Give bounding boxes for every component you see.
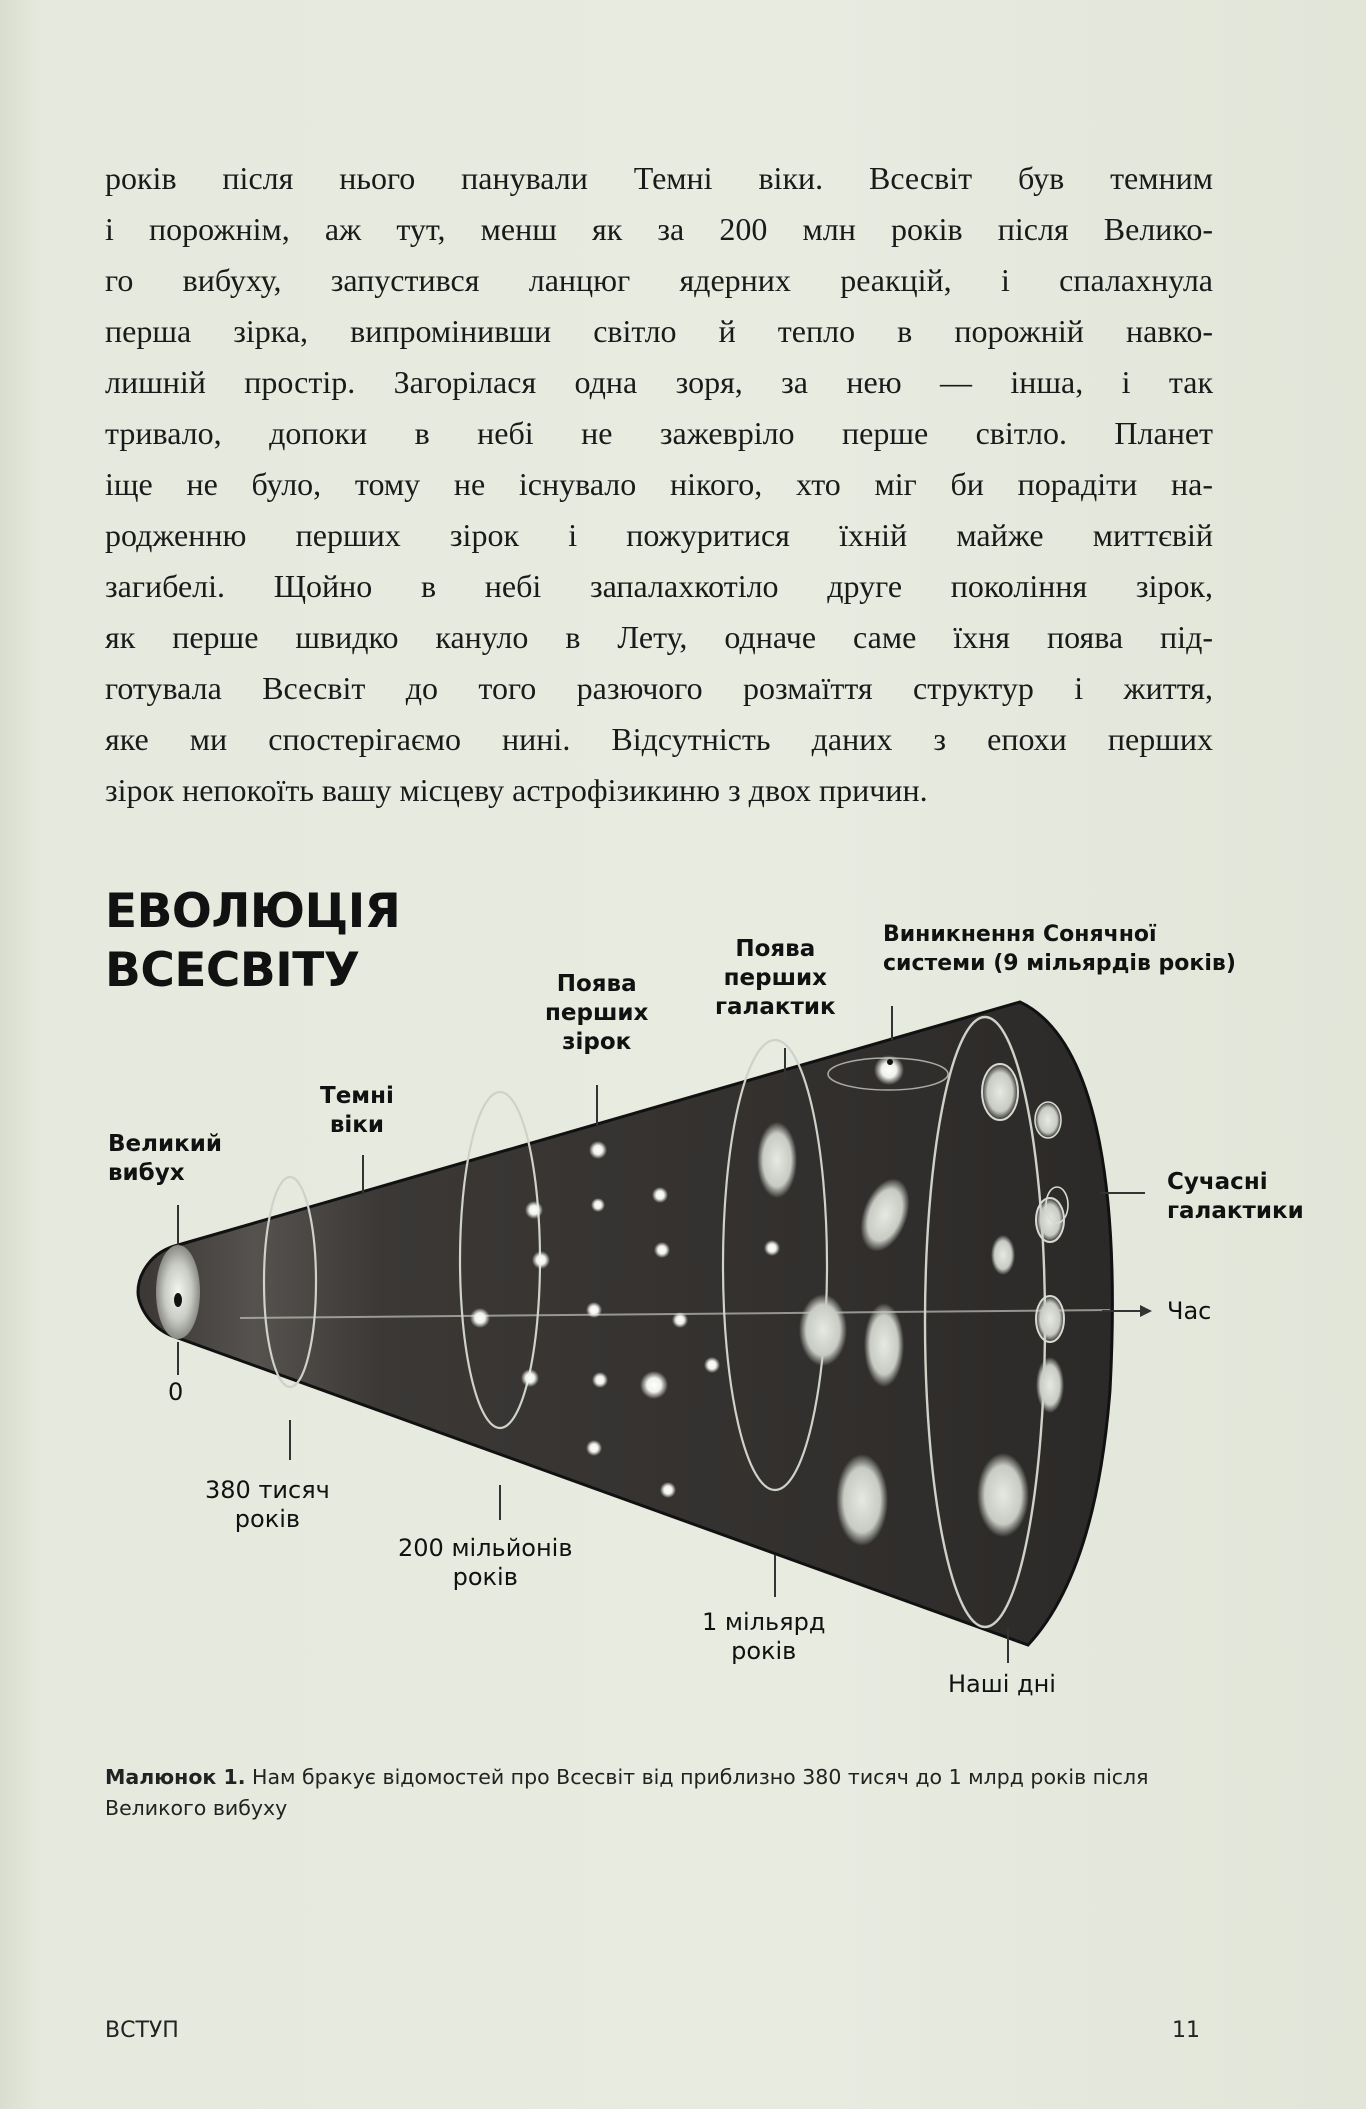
label-line: 380 тисяч	[205, 1476, 330, 1504]
text-line: перша зірка, випромінивши світло й тепло в порожній навко-	[105, 313, 1213, 349]
text-line: зірок непокоїть вашу місцеву астрофізикиню з двох причин.	[105, 772, 928, 808]
label-line: галактики	[1167, 1198, 1304, 1224]
big-bang-core	[174, 1293, 182, 1307]
star	[586, 1302, 602, 1318]
solar-system-dot	[887, 1059, 893, 1065]
galaxy	[991, 1235, 1015, 1275]
caption-figure-label: Малюнок 1.	[105, 1765, 246, 1789]
galaxy	[1035, 1102, 1061, 1138]
page-number: 11	[1172, 2018, 1200, 2043]
label-line: перших	[723, 965, 827, 991]
star	[521, 1369, 539, 1387]
text-line: років після нього панували Темні віки. Всесвіт був темним	[105, 160, 1213, 196]
label-line: Виникнення Сонячної	[883, 922, 1157, 947]
galaxy	[864, 1303, 904, 1387]
text-line: іще не було, тому не існувало нікого, хто міг би порадіти на-	[105, 466, 1213, 502]
label-line: 1 мільярд	[702, 1608, 826, 1636]
label-line: віки	[329, 1112, 385, 1138]
label-zero	[168, 1378, 183, 1407]
figure-title-line: ЕВОЛЮЦІЯ	[105, 884, 401, 939]
label-today	[948, 1670, 1056, 1699]
label-line: років	[452, 1563, 518, 1591]
text-line: лишній простір. Загорілася одна зоря, за нею — інша, і так	[105, 364, 1213, 400]
time-axis-arrowhead	[1140, 1305, 1152, 1317]
label-line: Темні	[320, 1083, 394, 1109]
figure-title-line: ВСЕСВІТУ	[105, 943, 360, 998]
label-solar-system	[883, 920, 1236, 978]
label-line: Сучасні	[1167, 1169, 1268, 1195]
label-line: зірок	[562, 1029, 632, 1055]
label-line: Поява	[556, 971, 637, 997]
text-line: і порожнім, аж тут, менш як за 200 млн років після Велико-	[105, 211, 1213, 247]
star	[470, 1308, 490, 1328]
text-line: яке ми спостерігаємо нині. Відсутність даних з епохи перших	[105, 721, 1213, 757]
cone-body	[138, 1002, 1112, 1645]
star	[532, 1251, 550, 1269]
star	[525, 1201, 543, 1219]
galaxy	[982, 1064, 1018, 1120]
label-line: років	[731, 1637, 797, 1665]
galaxy	[757, 1122, 797, 1198]
star	[704, 1357, 720, 1373]
star	[660, 1482, 676, 1498]
label-line: 0	[168, 1378, 184, 1406]
text-line: готувала Всесвіт до того разючого розмаїття структур і життя,	[105, 670, 1213, 706]
label-dark-ages	[320, 1082, 394, 1140]
big-bang-disc	[156, 1245, 200, 1339]
label-first-galaxies	[715, 935, 836, 1022]
star	[591, 1198, 605, 1212]
label-200m	[398, 1534, 572, 1592]
text-line: загибелі. Щойно в небі запалахкотіло друге покоління зірок,	[105, 568, 1213, 604]
label-line: Наші дні	[948, 1670, 1056, 1698]
label-line: Великий	[108, 1131, 222, 1157]
text-line: тривало, допоки в небі не зажевріло перше світло. Планет	[105, 415, 1213, 451]
star	[764, 1240, 780, 1256]
text-line: як перше швидко кануло в Лету, одначе саме їхня поява під-	[105, 619, 1213, 655]
label-line: перших	[545, 1000, 649, 1026]
star	[589, 1141, 607, 1159]
label-380k	[205, 1476, 330, 1534]
label-modern-galaxies	[1167, 1168, 1304, 1226]
label-time-axis	[1167, 1297, 1211, 1326]
star	[592, 1372, 608, 1388]
star	[586, 1440, 602, 1456]
label-line: Поява	[735, 936, 816, 962]
star	[652, 1187, 668, 1203]
label-line: системи (9 мільярдів років)	[883, 951, 1236, 976]
text-line: родженню перших зірок і пожуритися їхній майже миттєвій	[105, 517, 1213, 553]
label-line: Час	[1167, 1297, 1212, 1325]
galaxy	[836, 1454, 888, 1546]
figure-caption	[105, 1762, 1215, 1824]
label-big-bang	[108, 1130, 222, 1188]
label-line: 200 мільйонів	[398, 1534, 573, 1562]
label-line: галактик	[715, 994, 836, 1020]
galaxy	[977, 1453, 1029, 1537]
label-first-stars	[545, 970, 648, 1057]
label-line: років	[234, 1505, 301, 1533]
galaxy	[1036, 1357, 1064, 1413]
star	[654, 1242, 670, 1258]
label-1b	[702, 1608, 825, 1666]
running-footer-section: ВСТУП	[105, 2018, 179, 2043]
text-line: го вибуху, запустився ланцюг ядерних реакцій, і спалахнула	[105, 262, 1213, 298]
star	[640, 1371, 668, 1399]
star	[672, 1312, 688, 1328]
galaxy	[799, 1294, 847, 1366]
caption-text: Нам бракує відомостей про Всесвіт від приблизно 380 тисяч до 1 млрд років після Великого вибуху	[105, 1765, 1149, 1820]
label-line: вибух	[108, 1160, 185, 1186]
galaxy	[1036, 1296, 1064, 1342]
